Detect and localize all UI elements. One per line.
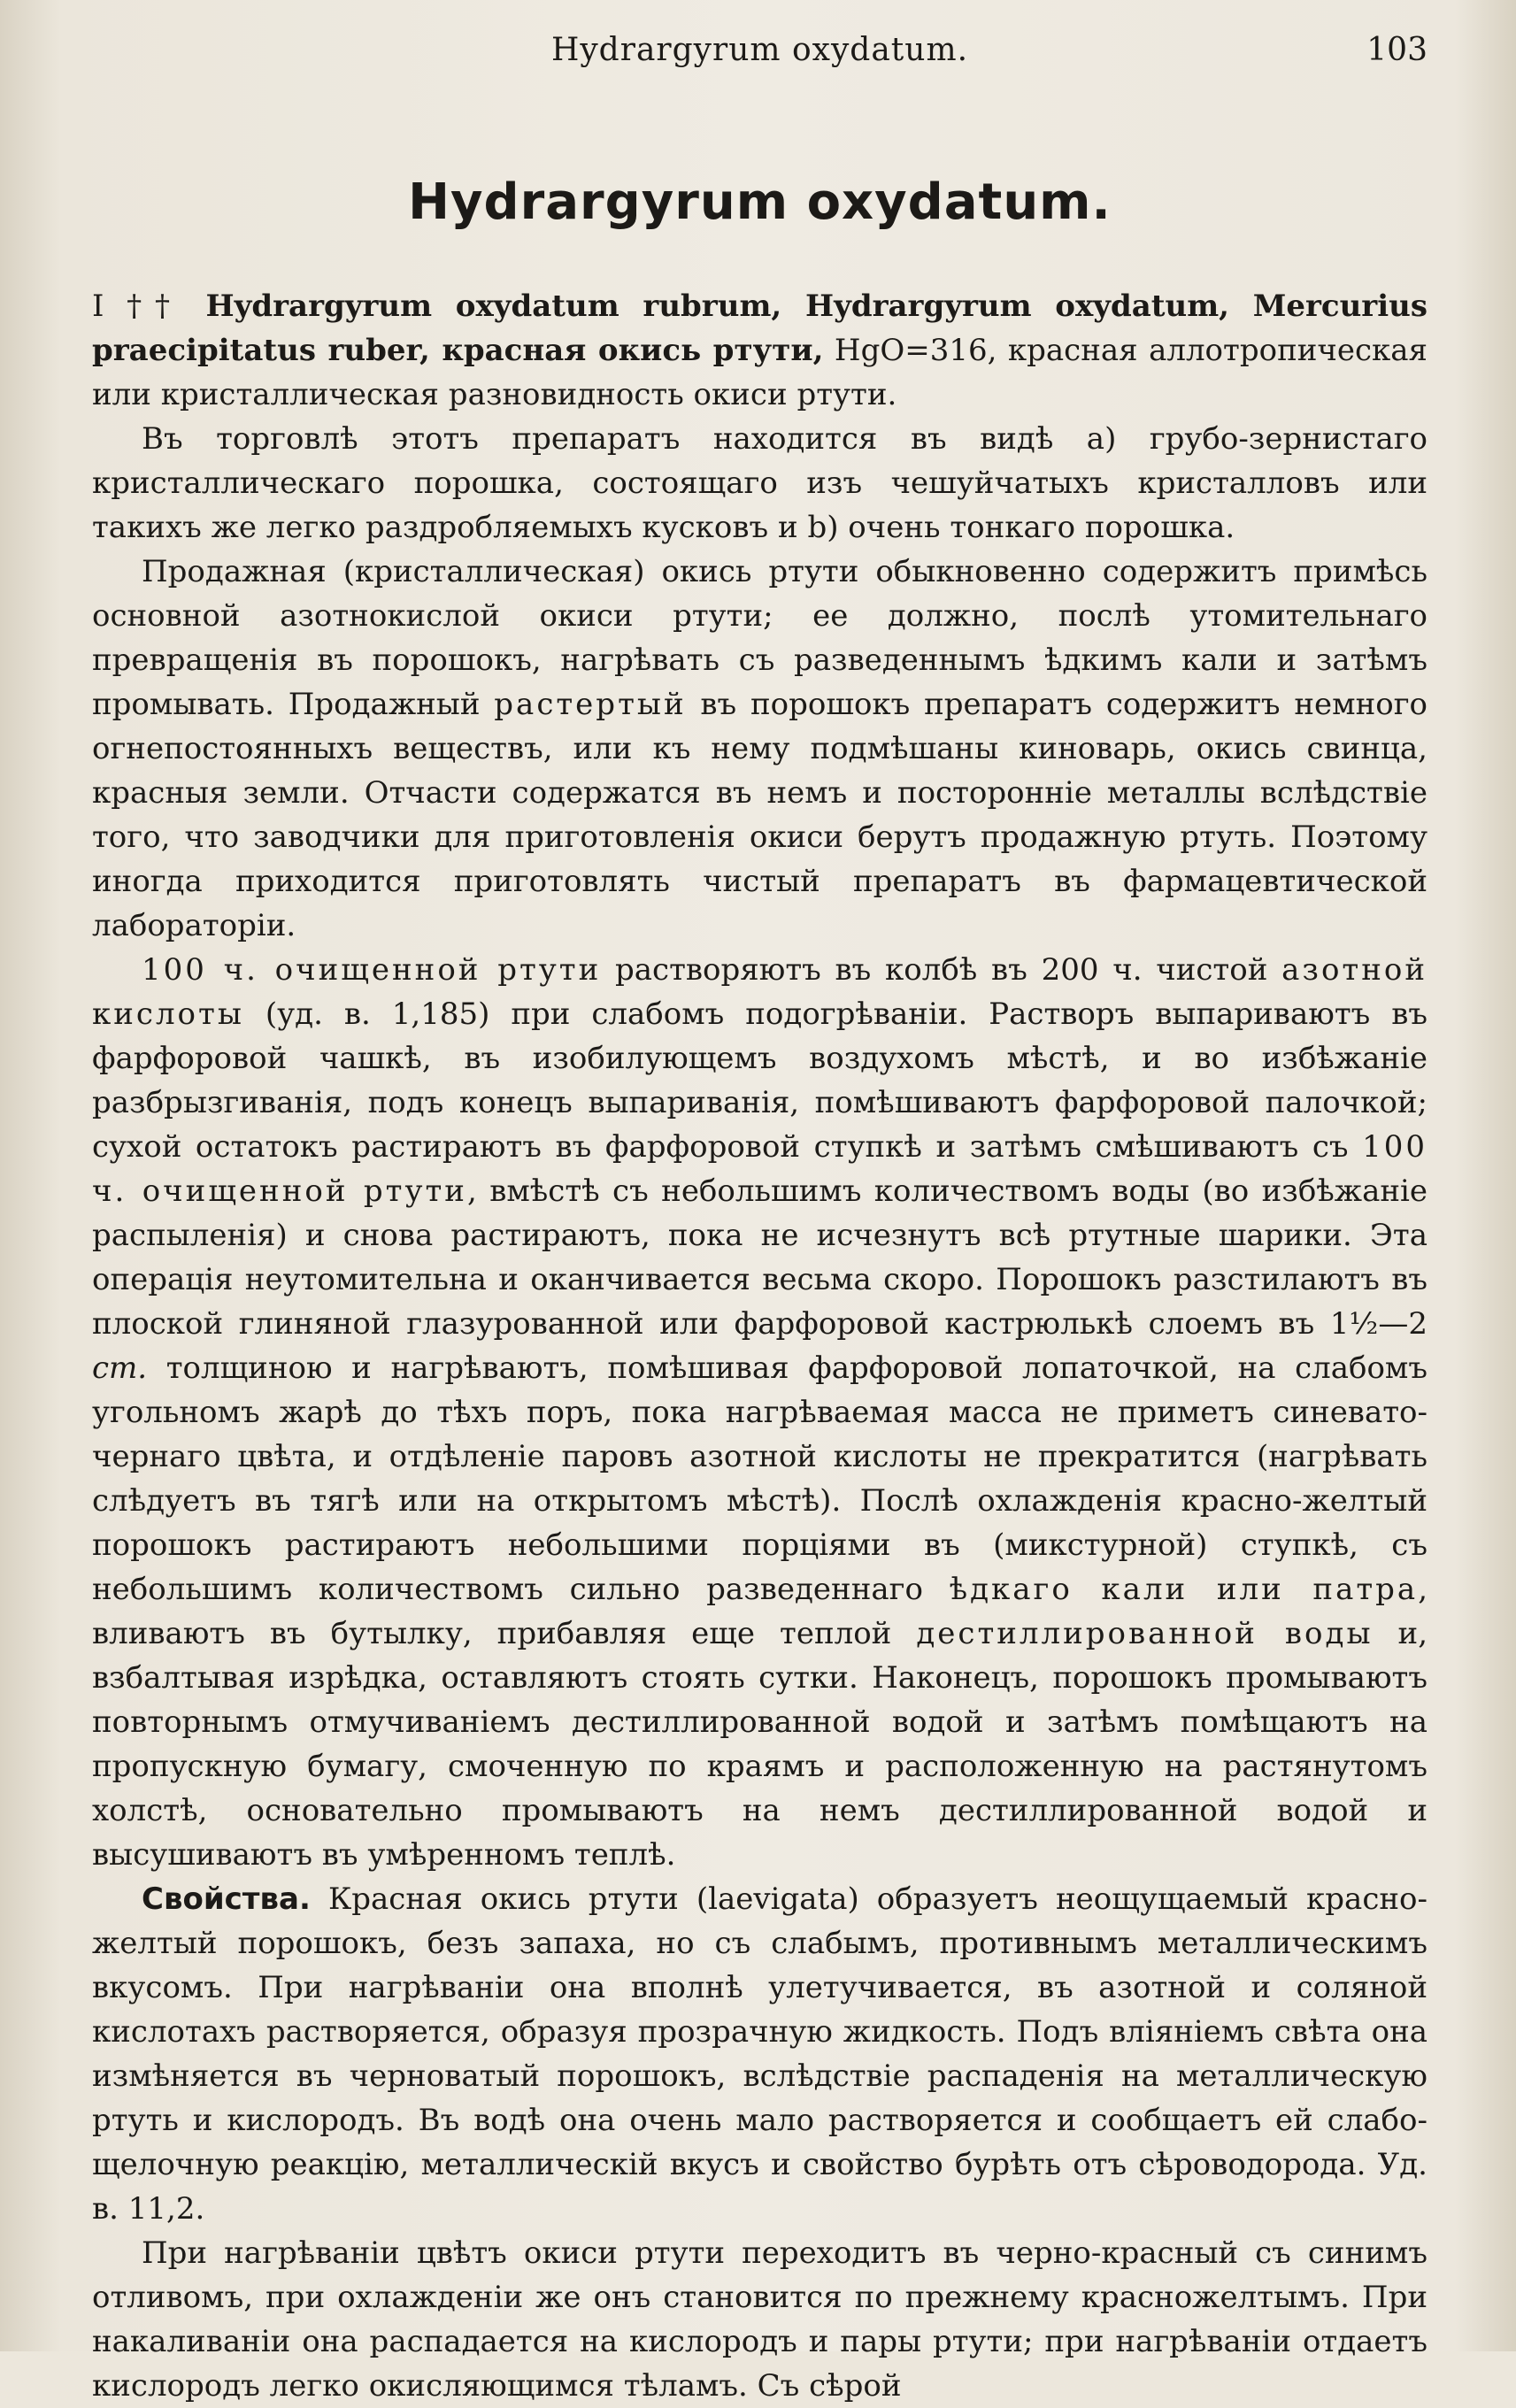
impurities-text-a: Продажная (кристаллическая) окись ртути обыкновенно содержитъ примѣсь основной азотнокислой окиси ртути; ее должно, послѣ утомительнаго превращенія въ порошокъ, нагрѣвать съ разведеннымъ ѣдкимъ кали и затѣмъ промывать. Продажный (92, 554, 1428, 722)
paragraph-preparation (92, 948, 1428, 1877)
prep-spaced-2: азотной кислоты (92, 952, 1428, 1032)
prep-text-d: толщиною и нагрѣваютъ, помѣшивая фарфоровой лопаточкой, на слабомъ угольномъ жарѣ до тѣхъ поръ, пока нагрѣваемая масса не приметъ синевато-чернаго цвѣта, и отдѣленіе паровъ азотной кислоты не прекратится (нагрѣвать слѣдуетъ въ тягѣ или на открытомъ мѣстѣ). Послѣ охлажденія красно-желтый порошокъ растираютъ небольшими порціями въ (микстурной) ступкѣ, съ небольшимъ количествомъ сильно разведеннаго (92, 1350, 1428, 1607)
prep-spaced-1: 100 ч. очищенной ртути (142, 952, 602, 988)
running-head (92, 25, 1428, 78)
prep-spaced-3: 100 ч. очищенной ртути (92, 1129, 1428, 1209)
paragraph-properties (92, 1877, 1428, 2231)
paragraph-commerce: Въ торговлѣ этотъ препаратъ находится въ видѣ а) грубо-зернистаго кристаллическаго порошка, состоящаго изъ чешуйчатыхъ кристалловъ или такихъ же легко раздробляемыхъ кусковъ и b) очень тонкаго порошка. (92, 421, 1428, 545)
prep-text-a: растворяютъ въ колбѣ въ 200 ч. чистой (601, 952, 1282, 988)
prep-spaced-5: дестиллированной воды (916, 1616, 1374, 1651)
entry-number: I (92, 288, 127, 324)
prep-unit: cm. (92, 1350, 148, 1386)
impurities-text-b: въ порошокъ препаратъ содержитъ немного огнепостоянныхъ веществъ, или къ нему подмѣшаны киноварь, окись свинца, красныя земли. Отчасти содержатся въ немъ и посторонніе металлы вслѣдствіе того, что заводчики для приготовленія окиси берутъ продажную ртуть. Поэтому иногда приходится приготовлять чистый препаратъ въ фармацевтической лабораторіи. (92, 687, 1428, 943)
potent-marks: †† (127, 288, 206, 324)
running-title: Hydrargyrum oxydatum. (550, 32, 969, 68)
definition-text: HgO=316, красная аллотропическая или кристаллическая разновидность окиси ртути. (92, 333, 1428, 412)
prep-spaced-4: ѣдкаго кали или патра (949, 1572, 1419, 1607)
prep-text-b: (уд. в. 1,185) при слабомъ подогрѣваніи. Растворъ выпариваютъ въ фарфоровой чашкѣ, въ изобилующемъ воздухомъ мѣстѣ, и во избѣжаніе разбрызгиванія, подъ конецъ выпариванія, помѣшиваютъ фарфоровой палочкой; сухой остатокъ растираютъ въ фарфоровой ступкѣ и затѣмъ смѣшиваютъ съ (92, 996, 1428, 1165)
page-number: 103 (1366, 32, 1428, 68)
section-title: Hydrargyrum oxydatum. (408, 173, 1112, 231)
paragraph-impurities (92, 550, 1428, 948)
properties-text: Красная окись ртути (laevigata) образуетъ неощущаемый красно-желтый порошокъ, безъ запаха, но съ слабымъ, противнымъ металлическимъ вкусомъ. При нагрѣваніи она вполнѣ улетучивается, въ азотной и соляной кислотахъ растворяется, образуя прозрачную жидкость. Подъ вліяніемъ свѣта она измѣняется въ черноватый порошокъ, вслѣдствіе распаденія на металлическую ртуть и кислородъ. Въ водѣ она очень мало растворяется и сообщаетъ ей слабо-щелочную реакцію, металлическій вкусъ и свойство бурѣть отъ сѣроводорода. Уд. в. 11,2. (92, 1881, 1428, 2227)
prep-text-c: , вмѣстѣ съ небольшимъ количествомъ воды (во избѣжаніе распыленія) и снова растираютъ, пока не исчезнутъ всѣ ртутные шарики. Эта операція неутомительна и оканчивается весьма скоро. Порошокъ разстилаютъ въ плоской глиняной глазурованной или фарфоровой кастрюлькѣ слоемъ въ 1½—2 (92, 1173, 1428, 1342)
impurities-spaced-word: растертый (494, 687, 687, 722)
paragraph-heating: При нагрѣваніи цвѣтъ окиси ртути переходитъ въ черно-красный съ синимъ отливомъ, при охлажденіи же онъ становится по прежнему красножелтымъ. При накаливаніи она распадается на кислородъ и пары ртути; при нагрѣваніи отдаетъ кислородъ легко окисляющимся тѣламъ. Съ сѣрой (92, 2235, 1428, 2404)
drug-names: Hydrargyrum oxydatum rubrum, Hydrargyrum oxydatum, Mercurius praecipitatus ruber, красная окись ртути, (92, 288, 1428, 368)
prep-text-e: , вливаютъ въ бутылку, прибавляя еще теплой (92, 1572, 1428, 1651)
properties-label: Свойства. (142, 1881, 311, 1917)
paragraph-definition (92, 284, 1428, 417)
prep-text-f: и, взбалтывая изрѣдка, оставляютъ стоять сутки. Наконецъ, порошокъ промываютъ повторнымъ отмучиваніемъ дестиллированной водой и затѣмъ помѣщаютъ на пропускную бумагу, смоченную по краямъ и расположенную на растянутомъ холстѣ, основательно промываютъ на немъ дестиллированной водой и высушиваютъ въ умѣренномъ теплѣ. (92, 1616, 1428, 1873)
